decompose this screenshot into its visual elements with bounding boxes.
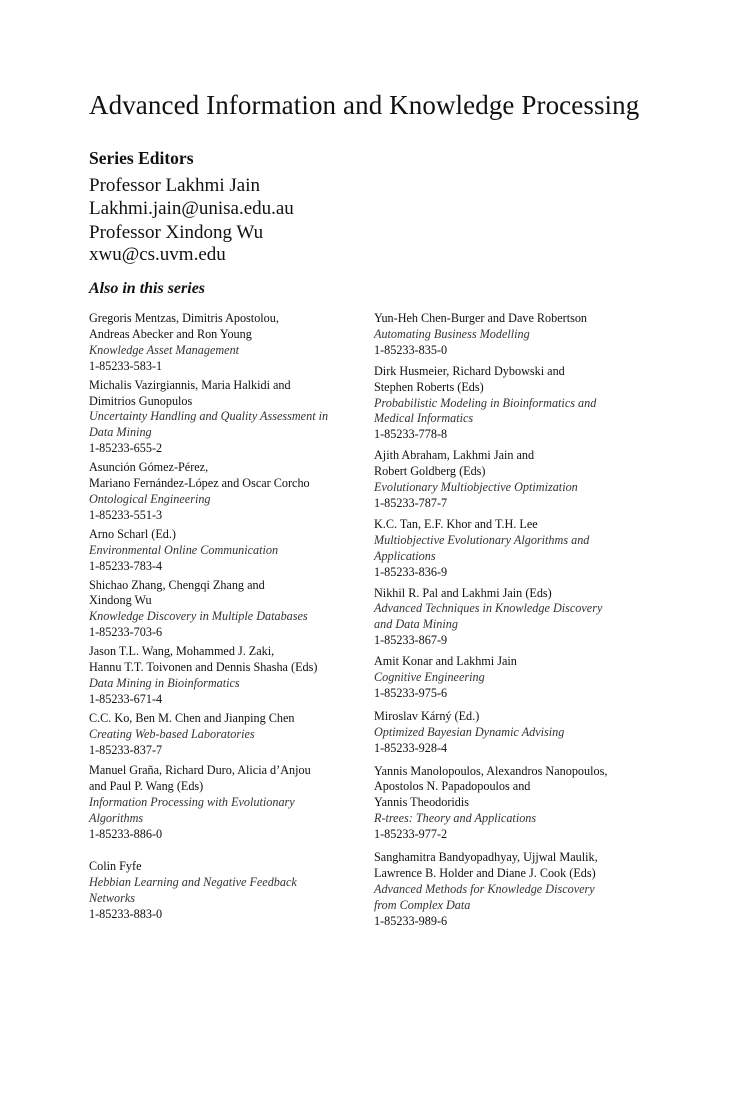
editor-email-1: Lakhmi.jain@unisa.edu.au <box>89 198 294 219</box>
book-isbn: 1-85233-671-4 <box>89 691 163 706</box>
book-authors: Jason T.L. Wang, Mohammed J. Zaki, <box>89 644 275 659</box>
book-authors: and Paul P. Wang (Eds) <box>89 779 204 794</box>
book-isbn: 1-85233-655-2 <box>89 441 163 456</box>
also-in-series-heading: Also in this series <box>89 280 206 297</box>
book-authors: Miroslav Kárný (Ed.) <box>374 708 480 723</box>
book-authors: Hannu T.T. Toivonen and Dennis Shasha (Eds) <box>89 660 318 675</box>
book-entry <box>374 850 674 930</box>
book-isbn: 1-85233-837-7 <box>89 742 163 757</box>
book-entry <box>89 578 379 642</box>
book-entry <box>374 448 674 512</box>
book-isbn: 1-85233-867-9 <box>374 633 448 648</box>
book-authors: Apostolos N. Papadopoulos and <box>374 779 531 794</box>
book-title: R-trees: Theory and Applications <box>374 811 537 826</box>
book-authors: Colin Fyfe <box>89 859 142 873</box>
book-entry <box>374 654 674 702</box>
book-isbn: 1-85233-836-9 <box>374 564 448 579</box>
book-entry <box>374 517 674 581</box>
book-authors: Ajith Abraham, Lakhmi Jain and <box>374 448 535 463</box>
book-title: from Complex Data <box>374 897 471 912</box>
book-authors: Asunción Gómez-Pérez, <box>89 460 209 475</box>
book-isbn: 1-85233-886-0 <box>89 827 163 842</box>
book-authors: Lawrence B. Holder and Diane J. Cook (Eds) <box>374 866 596 880</box>
book-isbn: 1-85233-703-6 <box>89 625 163 640</box>
book-title: Applications <box>374 548 436 563</box>
book-entry <box>374 764 674 844</box>
book-authors: Shichao Zhang, Chengqi Zhang and <box>89 577 265 592</box>
book-entry <box>89 763 379 843</box>
book-isbn: 1-85233-975-6 <box>374 685 448 700</box>
book-authors: Yun-Heh Chen-Burger and Dave Robertson <box>374 311 588 325</box>
book-entry <box>374 709 674 757</box>
book-entry <box>89 644 379 708</box>
book-authors: Stephen Roberts (Eds) <box>374 379 484 394</box>
book-title: Evolutionary Multiobjective Optimization <box>374 480 578 495</box>
book-title: Knowledge Asset Management <box>89 342 240 357</box>
book-entry <box>89 378 379 458</box>
book-isbn: 1-85233-989-6 <box>374 913 448 928</box>
book-title: Ontological Engineering <box>89 491 211 506</box>
book-authors: Robert Goldberg (Eds) <box>374 464 486 479</box>
book-title: Creating Web-based Laboratories <box>89 726 255 741</box>
book-title: Multiobjective Evolutionary Algorithms and <box>374 532 590 547</box>
book-title: Data Mining in Bioinformatics <box>89 675 240 690</box>
book-title: Optimized Bayesian Dynamic Advising <box>374 724 565 739</box>
book-entry <box>89 711 379 759</box>
book-title: and Data Mining <box>374 617 458 632</box>
book-title: Knowledge Discovery in Multiple Databases <box>89 609 308 624</box>
book-authors: K.C. Tan, E.F. Khor and T.H. Lee <box>374 516 538 531</box>
book-authors: Yannis Manolopoulos, Alexandros Nanopoulos, <box>374 763 608 778</box>
book-entry <box>374 364 674 444</box>
series-editors-heading: Series Editors <box>89 148 194 168</box>
editor-email-2: xwu@cs.uvm.edu <box>89 244 226 265</box>
book-authors: C.C. Ko, Ben M. Chen and Jianping Chen <box>89 710 295 725</box>
book-entry <box>374 586 674 650</box>
book-authors: Yannis Theodoridis <box>374 795 470 810</box>
book-title: Networks <box>89 890 136 905</box>
right-book-list <box>374 311 674 930</box>
book-authors: Sanghamitra Bandyopadhyay, Ujjwal Maulik, <box>374 850 598 865</box>
editor-name-1: Professor Lakhmi Jain <box>89 175 260 196</box>
book-authors: Nikhil R. Pal and Lakhmi Jain (Eds) <box>374 585 552 600</box>
book-entry <box>89 460 379 524</box>
book-authors: Gregoris Mentzas, Dimitris Apostolou, <box>89 311 279 325</box>
book-isbn: 1-85233-883-0 <box>89 906 163 921</box>
book-entry <box>374 311 674 359</box>
book-title: Environmental Online Communication <box>89 542 279 557</box>
book-title: Automating Business Modelling <box>374 326 530 341</box>
book-entry <box>89 311 379 375</box>
book-isbn: 1-85233-787-7 <box>374 495 448 510</box>
book-authors: Amit Konar and Lakhmi Jain <box>374 654 517 669</box>
book-authors: Xindong Wu <box>89 593 152 608</box>
book-isbn: 1-85233-551-3 <box>89 507 163 522</box>
book-isbn: 1-85233-583-1 <box>89 358 163 373</box>
book-title: Advanced Methods for Knowledge Discovery <box>374 881 595 896</box>
book-isbn: 1-85233-977-2 <box>374 827 448 842</box>
book-title: Advanced Techniques in Knowledge Discovery <box>374 601 603 616</box>
left-book-list <box>89 311 379 923</box>
book-title: Information Processing with Evolutionary <box>89 795 295 810</box>
book-isbn: 1-85233-778-8 <box>374 427 448 442</box>
book-authors: Mariano Fernández-López and Oscar Corcho <box>89 476 310 491</box>
book-title: Hebbian Learning and Negative Feedback <box>89 874 297 889</box>
book-title: Data Mining <box>89 425 152 440</box>
book-authors: Dirk Husmeier, Richard Dybowski and <box>374 363 565 378</box>
book-title: Probabilistic Modeling in Bioinformatics and <box>374 395 597 410</box>
book-authors: Michalis Vazirgiannis, Maria Halkidi and <box>89 377 291 392</box>
book-title: Uncertainty Handling and Quality Assessment in <box>89 409 329 424</box>
book-entry <box>89 527 379 575</box>
book-authors: Arno Scharl (Ed.) <box>89 526 176 541</box>
book-isbn: 1-85233-835-0 <box>374 342 448 357</box>
book-title: Algorithms <box>89 811 144 826</box>
book-title: Medical Informatics <box>374 411 474 426</box>
book-authors: Dimitrios Gunopulos <box>89 393 193 408</box>
book-authors: Manuel Graña, Richard Duro, Alicia d’Anjou <box>89 763 311 778</box>
book-title: Cognitive Engineering <box>374 670 485 685</box>
editor-name-2: Professor Xindong Wu <box>89 222 264 243</box>
book-entry <box>89 859 379 923</box>
book-isbn: 1-85233-783-4 <box>89 558 163 573</box>
series-title: Advanced Information and Knowledge Processing <box>89 90 640 120</box>
book-isbn: 1-85233-928-4 <box>374 740 448 755</box>
book-authors: Andreas Abecker and Ron Young <box>89 326 252 341</box>
